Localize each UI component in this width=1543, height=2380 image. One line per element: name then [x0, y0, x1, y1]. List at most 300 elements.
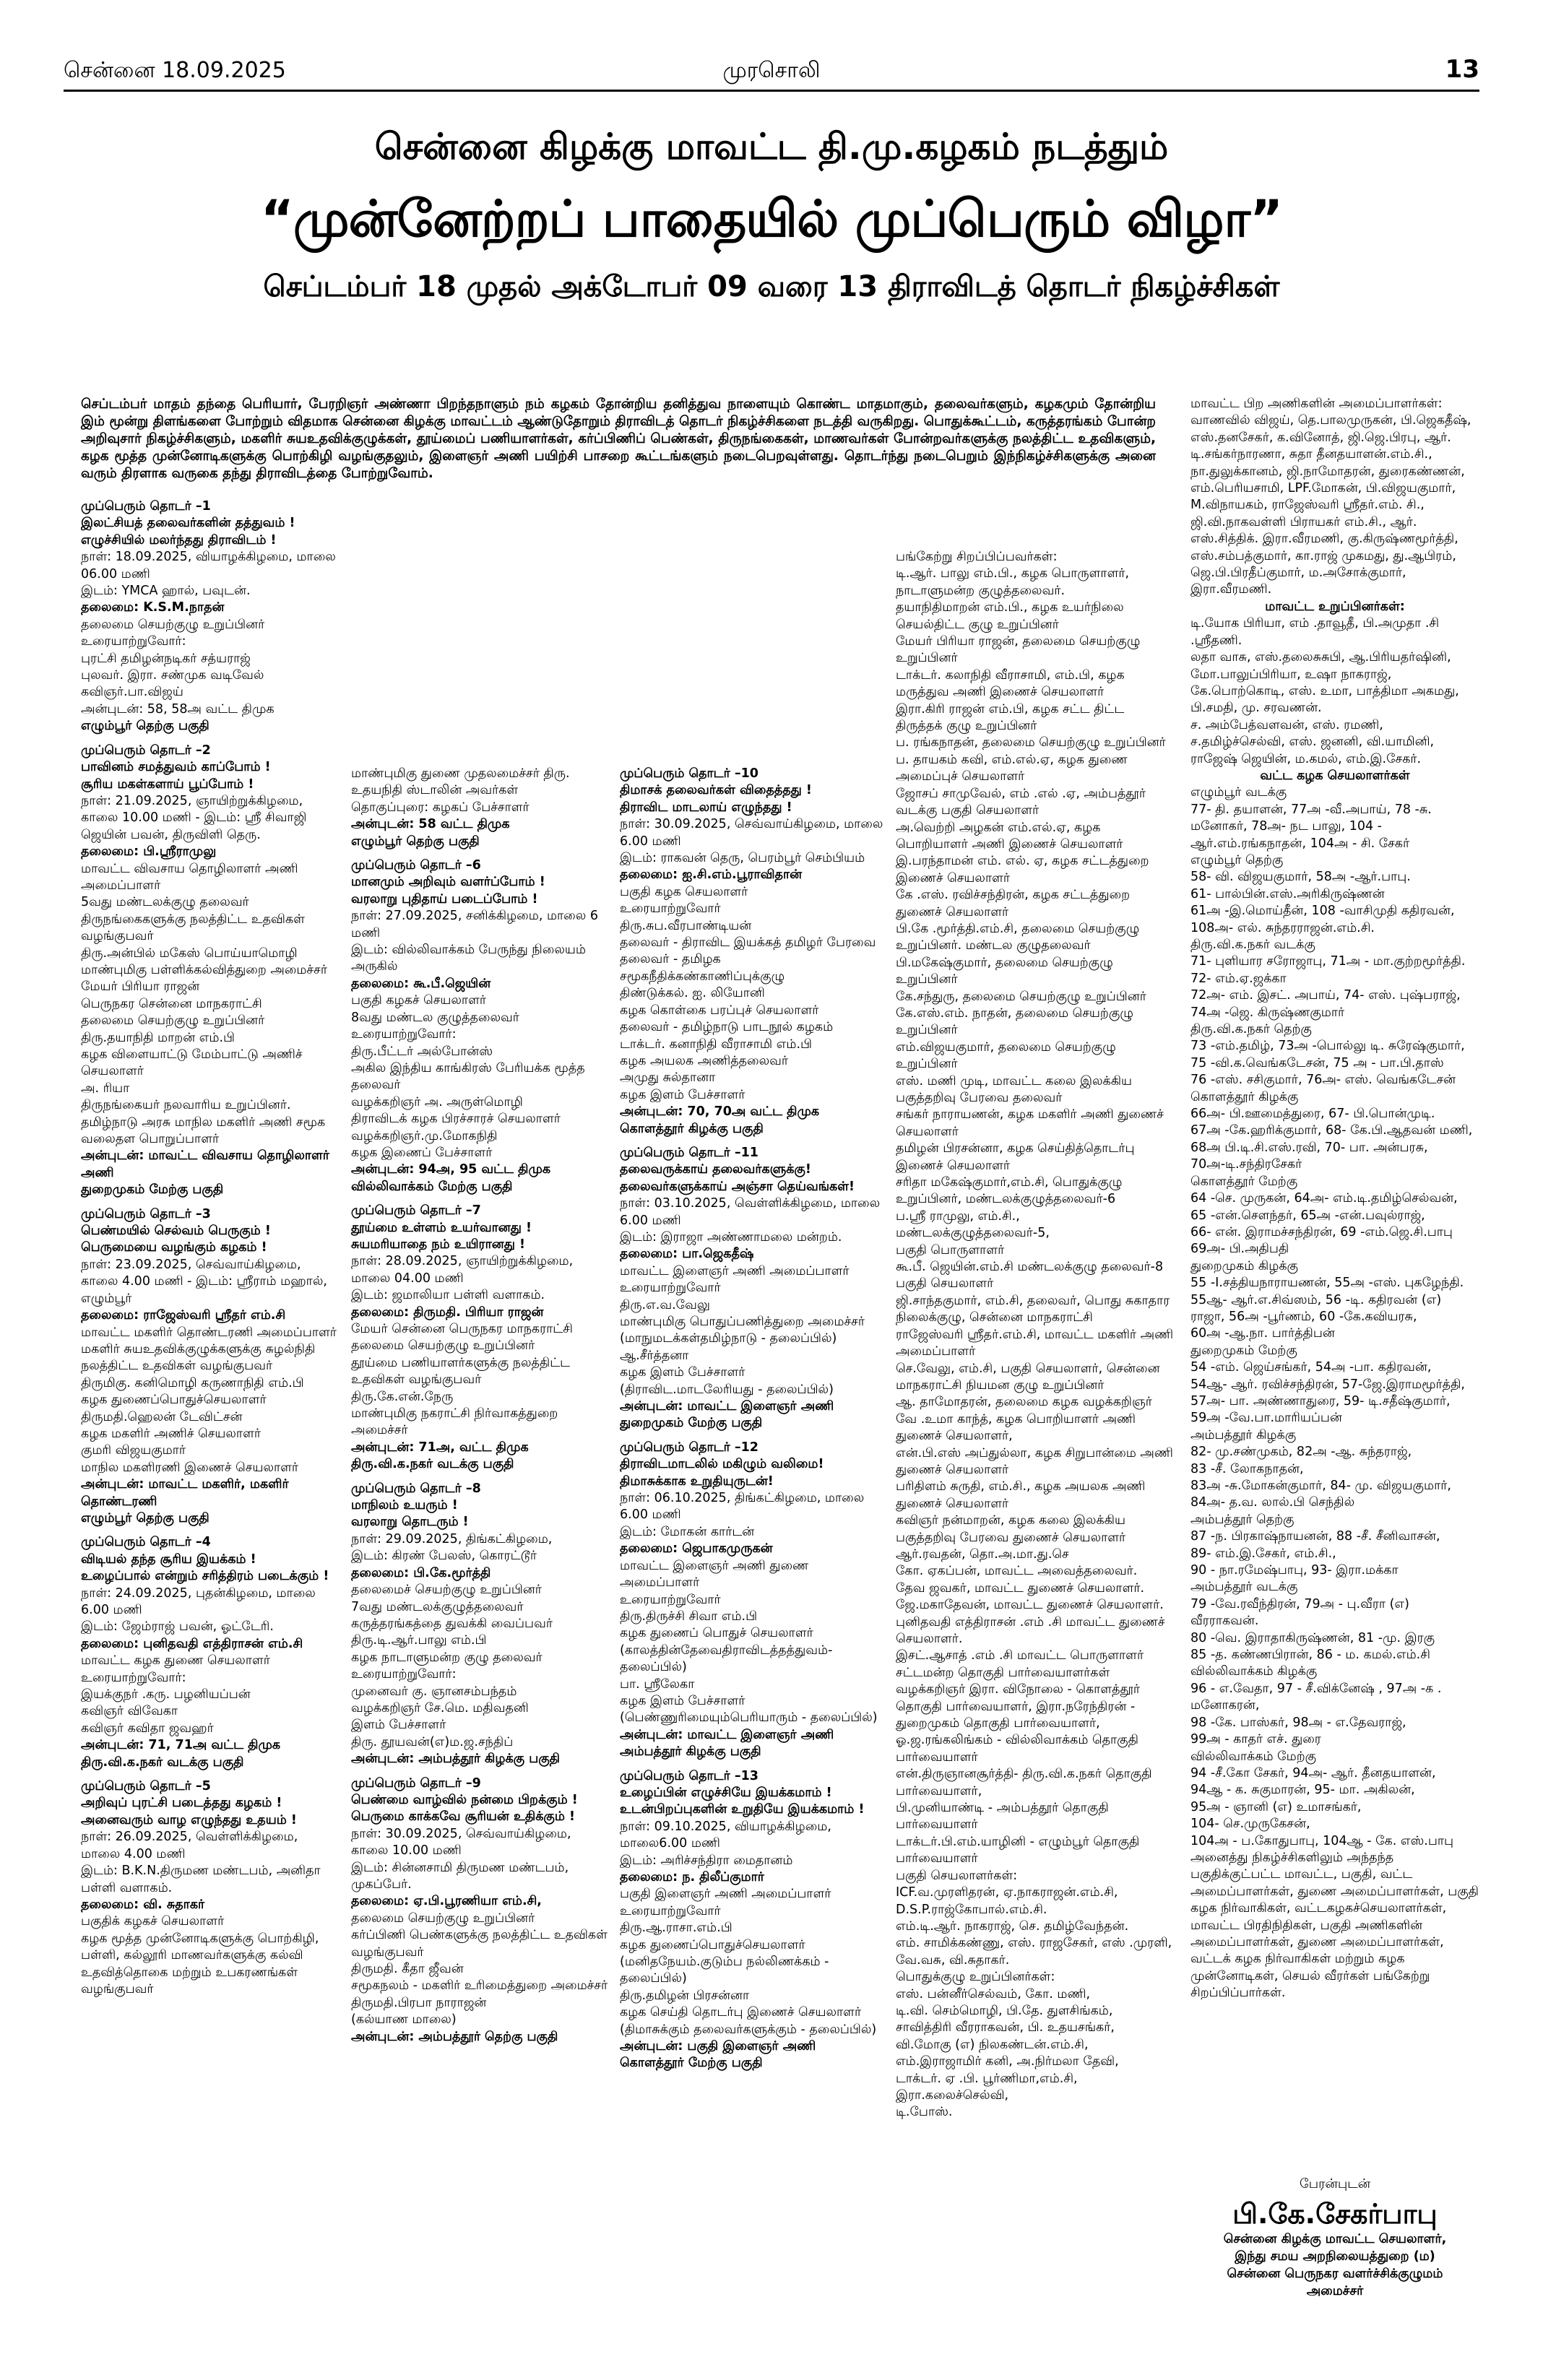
event-line: உரையாற்றுவோர்:	[351, 1027, 457, 1042]
headline-title: “முன்னேற்றப் பாதையில் முப்பெரும் விழா”	[260, 189, 1283, 248]
event-heading: அன்புடன்: மாவட்ட விவசாய தொழிலாளர் அணி	[81, 1148, 329, 1180]
event-line: நாள்: 18.09.2025, வியாழக்கிழமை, மாலை 06.00 மணி	[81, 550, 336, 581]
event-heading: அனைவரும் வாழ எழுந்தது உதயம் !	[81, 1812, 297, 1827]
event-line: புனிதவதி எத்திராசன் .எம் .சி மாவட்ட துணைச் செயலாளர்.	[896, 1614, 1165, 1646]
event-line: 71- புளியார சரோஜாபு, 71அ - மா.குற்றமூர்த்தி.	[1190, 954, 1466, 969]
event-line: மாவட்ட கழக துணை செயலாளர்	[81, 1653, 270, 1669]
event-heading: பாவினம் சமத்துவம் காப்போம் !	[81, 760, 271, 775]
event-line: 90 - நா.ரமேஷ்பாபு, 93- இரா.மக்கா	[1190, 1563, 1399, 1578]
event-line: அம்பத்தூர் கிழக்கு	[1190, 1427, 1297, 1442]
event-line: பகுதி இளைஞர் அணி அமைப்பாளர்	[620, 1887, 831, 1902]
event-line: இளம் பேச்சாளர்	[351, 1718, 446, 1733]
event-line: 87 -ந. பிரகாஷ்நாயனன், 88 -சீ. சீனிவாசன்,	[1190, 1529, 1440, 1544]
event-line: இடம்: மோகன் கார்டன்	[620, 1524, 755, 1539]
event-line: பா. ஸ்ரீலேகா	[620, 1676, 695, 1692]
event-line: கோ. ஏகப்பன், மாவட்ட அவைத்தலைவர்.	[896, 1564, 1138, 1579]
event-line: கழக மூத்த முன்னோடிகளுக்கு பொற்கிழி, பள்ளி, கல்லூரி மாணவர்களுக்கு கல்வி உதவித்தொகை மற்றும் உபகரணங்கள் வழங்குபவர்	[81, 1931, 319, 1996]
event-line: அம்பத்தூர் வடக்கு	[1190, 1580, 1298, 1595]
place-date: சென்னை 18.09.2025	[64, 58, 286, 83]
event-line: 77- தி. தயாளன், 77அ -வீ.அபாய், 78 -சு. மனோகர், 78அ- நட பாலு, 104 - ஆர்.எம்.ரங்கநாதன், 104அ - சி. சேகர்	[1190, 802, 1432, 851]
event-line: ஆ.சீர்த்தனா	[620, 1348, 689, 1363]
event-heading: வில்லிவாக்கம் மேற்கு பகுதி	[351, 1179, 513, 1194]
event-line: கழக துணைப்பொதுச்செயலாளர்	[620, 1937, 805, 1952]
event-heading: முப்பெரும் தொடர் –11	[620, 1145, 758, 1160]
event-line: நாள்: 26.09.2025, வெள்ளிக்கிழமை, மாலை 4.00 மணி	[81, 1830, 298, 1861]
event-line: சமூகநலம் - மகளிர் உரிமைத்துறை அமைச்சர்	[351, 1978, 608, 1994]
event-line: திரு.கே.என்.நேரு	[351, 1389, 454, 1404]
event-line: கழக இளம் பேச்சாளர்	[620, 1365, 745, 1380]
event-line: எம். சாமிக்கண்ணு, எஸ். ராஜசேகர், எஸ் .முரளி,	[896, 1936, 1172, 1951]
event-line: வழக்கறிஞர்.மு.மோகநிதி	[351, 1128, 498, 1143]
event-heading: திரு.வி.க.நகர் வடக்கு பகுதி	[351, 1457, 514, 1472]
event-line: துறைமுகம் கிழக்கு	[1190, 1258, 1298, 1273]
event-line: திருநங்கையர் நலவாரிய உறுப்பினர்.	[81, 1098, 291, 1113]
event-line: எம்.விஜயகுமார், தலைமை செயற்குழு உறுப்பினர்	[896, 1039, 1116, 1072]
event-line: 68அ பி.டி.சி.எஸ்.ரவி, 70- பா. அன்பரசு,	[1190, 1140, 1428, 1155]
event-line: ச. அம்பேத்வளவன், எஸ். ரமணி, ச.தமிழ்ச்செல்வி, எஸ். ஜனனி, வி.யாமினி, ராஜேஷ் ஜெயின், ம.கமல், எம்.இ.சேகர்.	[1190, 717, 1435, 766]
event-line: கழக இளம் பேச்சாளர்	[620, 1693, 745, 1708]
event-line: ப.ஸ்ரீ ராமுலு, எம்.சி., மண்டலக்குழுத்தலைவர்-5,	[896, 1208, 1050, 1241]
event-line: திரு.தயாநிதி மாறன் எம்.பி	[81, 1030, 235, 1045]
event-heading: தலைமை: ந. திலீப்குமார்	[620, 1870, 764, 1884]
headline-organizer: சென்னை கிழக்கு மாவட்ட தி.மு.கழகம் நடத்தும்	[374, 126, 1169, 168]
event-line: மாவட்ட மகளிர் தொண்டரணி அமைப்பாளர்	[81, 1325, 337, 1340]
event-line: இயக்குநர் .கரு. பழனியப்பன்	[81, 1687, 251, 1702]
event-line: கவிஞர் விவேகா	[81, 1704, 178, 1719]
event-line: டி.போஸ்.	[896, 2105, 953, 2120]
event-line: புரட்சி தமிழன்நடிகர் சத்யராஜ்	[81, 651, 251, 666]
event-line: அமுது சுல்தானா	[620, 1070, 716, 1086]
event-line: வழக்கறிஞர் அ. அருள்மொழி	[351, 1094, 523, 1109]
event-heading: முப்பெரும் தொடர் –6	[351, 858, 481, 873]
event-line: பகுதிக் கழகச் செயலாளர்	[81, 1914, 225, 1929]
event-line: நாள்: 24.09.2025, புதன்கிழமை, மாலை 6.00 மணி	[81, 1585, 316, 1617]
event-line: தயாநிதிமாறன் எம்.பி., கழக உயர்நிலை செயல்திட்ட குழு உறுப்பினர்	[896, 600, 1124, 632]
event-line: 94 -சீ.கோ சேகர், 94அ- ஆர். தீனதயாளன்,	[1190, 1765, 1436, 1780]
event-line: திரு.வி.க.நகர் தெற்கு	[1190, 1022, 1312, 1037]
event-line: உரையாற்றுவோர்	[620, 901, 721, 917]
event-line: வில்லிவாக்கம் கிழக்கு	[1190, 1664, 1318, 1679]
event-line: மாண்புமிகு பள்ளிக்கல்வித்துறை அமைச்சர்	[81, 962, 327, 977]
event-heading: சூரிய மகள்களாய் பூப்போம் !	[81, 776, 254, 792]
event-heading: மாவட்ட உறுப்பினர்கள்:	[1265, 599, 1405, 614]
event-line: கவிஞர்.பா.விஜய்	[81, 685, 183, 700]
event-line: இடம்: ஜமாலியா பள்ளி வளாகம்.	[351, 1288, 545, 1303]
signatory-title-1: சென்னை கிழக்கு மாவட்ட செயலாளர்,	[1223, 2232, 1447, 2246]
event-heading: வரலாறு தொடரும் !	[351, 1515, 469, 1530]
event-line: ஜி.சாந்தகுமார், எம்.சி, தலைவர், பொது சுகாதார நிலைக்குழு, சென்னை மாநகராட்சி	[896, 1293, 1170, 1325]
event-line: பி.மகேஷ்குமார், தலைமை செயற்குழு உறுப்பினர்	[896, 955, 1113, 987]
event-line: ஜே.மகாதேவன், மாவட்ட துணைச் செயலாளர்.	[896, 1598, 1164, 1613]
column-participants	[896, 549, 1175, 2376]
event-line: மாண்புமிகு துணை முதலமைச்சர் திரு. உதயநிதி ஸ்டாலின் அவர்கள்	[351, 766, 570, 798]
event-line: இடம்: ஜேம்ராஜ் பவன், ஓட்டேரி.	[81, 1619, 274, 1635]
event-line: கருத்தரங்கத்தை துவக்கி வைப்பவர்	[351, 1616, 553, 1631]
event-heading: பெருமையை வழங்கும் கழகம் !	[81, 1240, 267, 1255]
event-line: 55 -I.சத்தியநாராயணன், 55அ -எஸ். புகழேந்தி.	[1190, 1276, 1464, 1291]
event-heading: அன்புடன்: மாவட்ட இளைஞர் அணி	[620, 1399, 834, 1414]
event-line: (கல்யாண மாலை)	[351, 2012, 457, 2028]
event-line: மாவட்ட இளைஞர் அணி அமைப்பாளர்	[620, 1263, 850, 1278]
event-heading: திமாசக் தலைவர்கள் விதைத்தது !	[620, 783, 812, 798]
event-heading: அன்புடன்: மாவட்ட மகளிர், மகளிர் தொண்டரணி	[81, 1477, 289, 1509]
event-heading: வட்ட கழக செயலாளர்கள்	[1260, 768, 1410, 783]
signature-block	[1190, 2176, 1479, 2300]
event-heading: சுயமரியாதை நம் உயிரானது !	[351, 1237, 525, 1252]
event-line: 75 -வி.க.வெங்கடேசன், 75 அ - பா.பி.தாஸ்	[1190, 1055, 1444, 1070]
event-line: நாள்: 28.09.2025, ஞாயிற்றுக்கிழமை, மாலை 04.00 மணி	[351, 1254, 574, 1286]
event-line: கழக அயலக அணித்தலைவர்	[620, 1053, 789, 1068]
event-heading: துறைமுகம் மேற்கு பகுதி	[620, 1416, 763, 1431]
event-line: இசட்.ஆசாத் .எம் .சி மாவட்ட பொருளாளர்	[896, 1648, 1144, 1663]
event-line: இரா.கிரி ராஜன் எம்.பி, கழக சட்ட திட்ட திருத்தக் குழு உறுப்பினர்	[896, 701, 1125, 734]
event-line: கழக விளையாட்டு மேம்பாட்டு அணிச் செயலாளர்	[81, 1047, 303, 1079]
event-line: மேயர் பிரியா ராஜன்	[81, 979, 200, 995]
event-line: 59அ -வே.பா.மாரியப்பன்	[1190, 1411, 1342, 1426]
event-line: மாவட்ட விவசாய தொழிலாளர் அணி அமைப்பாளர்	[81, 861, 298, 893]
event-line: கழக நாடாளுமன்ற குழு தலைவர்	[351, 1650, 543, 1665]
event-heading: தலைமை: ஜெபாகமுருகன்	[620, 1541, 773, 1557]
event-line: திராவிடக் கழக பிரச்சாரச் செயலாளர்	[351, 1112, 561, 1127]
event-line: 58- வி. விஜயகுமார், 58அ -ஆர்.பாபு.	[1190, 870, 1411, 885]
spacer	[81, 1527, 340, 1534]
event-line: அன்புடன்: 58, 58அ வட்ட திமுக	[81, 701, 275, 717]
event-heading: விடியல் தந்த சூரிய இயக்கம் !	[81, 1552, 256, 1567]
event-line: டி.ஆர். பாலு எம்.பி., கழக பொருளாளர், நாடாளுமன்ற குழுத்தலைவர்.	[896, 566, 1130, 598]
event-line: (மாநுமடக்கள்தமிழ்நாடு - தலைப்பில்)	[620, 1331, 837, 1346]
event-heading: தலைவர்களுக்காய் அஞ்சா தெய்வங்கள்!	[620, 1179, 855, 1194]
event-line: வி.மோகு (எ) நிலகண்டன்.எம்.சி,	[896, 2037, 1089, 2052]
event-line: 61- பால்பின்.எஸ்.அரிகிருஷ்ணன்	[1190, 886, 1385, 901]
event-line: கூ.பீ. ஜெயின்.எம்.சி மண்டலக்குழு தலைவர்-8	[896, 1260, 1164, 1275]
event-line: தலைவர் - திராவிட இயக்கத் தமிழர் பேரவை	[620, 935, 876, 951]
event-heading: தூய்மை உள்ளம் உயர்வானது !	[351, 1220, 532, 1235]
event-line: செ.வேலு, எம்.சி, பகுதி செயலாளர், சென்னை மாநகராட்சி நியமன குழு உறுப்பினர்	[896, 1361, 1160, 1393]
event-line: இடம்: B.K.N.திருமண மண்டபம், அனிதா பள்ளி வளாகம்.	[81, 1864, 321, 1895]
spacer	[351, 850, 608, 857]
event-line: அ.வெற்றி அழகன் எம்.எல்.ஏ, கழக பொறியாளர் அணி இணைச் செயலாளர்	[896, 820, 1123, 852]
event-line: ஆர்.ரவதன், தொ.அ.மா.து.செ	[896, 1546, 1069, 1562]
event-heading: உடன்பிறப்புகளின் உறுதியே இயக்கமாம் !	[620, 1802, 865, 1817]
spacer	[351, 1474, 608, 1481]
event-line: வே.வசு, வி.சுதாகர்.	[896, 1952, 1010, 1968]
event-line: 98 -கே. பாஸ்கர், 98அ - எ.தேவராஜ்,	[1190, 1715, 1406, 1730]
event-line: 83 -சீ. லோகநாதன்,	[1190, 1461, 1304, 1476]
event-line: தலைமை செயற்குழு உறுப்பினர்	[81, 617, 265, 632]
event-heading: முப்பெரும் தொடர் –9	[351, 1775, 481, 1791]
event-heading: தலைமை: ஐ.சி.எம்.பூராவிதான்	[620, 867, 803, 883]
event-heading: முப்பெரும் தொடர் –12	[620, 1440, 758, 1455]
event-line: (மனிதநேயம்.குடும்ப நல்லிணக்கம் - தலைப்பில்)	[620, 1955, 829, 1986]
spacer	[620, 1761, 884, 1768]
newspaper-name: முரசொலி	[722, 58, 821, 83]
event-heading: அன்புடன்: அம்பத்தூர் கிழக்கு பகுதி	[351, 1752, 561, 1767]
event-heading: எழும்பூர் தெற்கு பகுதி	[351, 834, 480, 849]
spacer	[351, 1768, 608, 1775]
signatory-title-4: அமைச்சர்	[1306, 2284, 1364, 2298]
signatory-name: பி.கே.சேகர்பாபு	[1232, 2198, 1438, 2230]
event-heading: எழுச்சியில் மலர்ந்தது திராவிடம் !	[81, 532, 277, 548]
event-line: 8வது மண்டல குழுத்தலைவர்	[351, 1010, 519, 1025]
event-line: பகுதி கழகச் செயலாளர்	[351, 993, 487, 1008]
event-line: வழக்கறிஞர் சே.மெ. மதிவதனி	[351, 1700, 529, 1715]
event-line: இடம்: அரிச்சந்திரா மைதானம்	[620, 1853, 793, 1868]
event-heading: கொளத்தூர் மேற்கு பகுதி	[620, 2056, 763, 2071]
event-line: தலைமைச் செயற்குழு உறுப்பினர்	[351, 1583, 542, 1598]
event-line: இடம்: கிரண் பேலஸ், கொரட்டூர்	[351, 1549, 537, 1564]
event-line: நாள்: 30.09.2025, செவ்வாய்கிழமை, மாலை 6.00 மணி	[620, 817, 883, 849]
event-heading: அறிவுப் புரட்சி படைத்தது கழகம் !	[81, 1796, 282, 1811]
event-line: ஆ. தாமோதரன், தலைமை கழக வழக்கறிஞர்	[896, 1395, 1152, 1410]
event-heading: தலைமை: கூ.பீ.ஜெயின்	[351, 976, 491, 991]
event-line: சாவித்திரி வீரராகவன், பி. உதயசங்கர்,	[896, 2020, 1115, 2035]
event-line: அ. ரியா	[81, 1081, 130, 1096]
event-line: எழும்பூர் தெற்கு	[1190, 852, 1284, 867]
event-heading: முப்பெரும் தொடர் –5	[81, 1779, 211, 1794]
event-line: நாள்: 23.09.2025, செவ்வாய்கிழமை, காலை 4.00 மணி - இடம்: ஸ்ரீராம் மஹால், எழும்பூர்	[81, 1257, 327, 1306]
event-line: திரு.தமிழன் பிரசன்னா	[620, 1988, 750, 2003]
event-line: நாள்: 21.09.2025, ஞாயிற்றுக்கிழமை, காலை 10.00 மணி - இடம்: ஸ்ரீ சிவாஜி ஜெயின் பவன், திருவிளி தெரு.	[81, 793, 307, 842]
event-line: (பெண்ணுரிமையும்பெரியாரும் - தலைப்பில்)	[620, 1710, 878, 1726]
event-line: 60அ -ஆ.நா. பார்த்திபன்	[1190, 1326, 1335, 1341]
event-line: வில்லிவாக்கம் மேற்கு	[1190, 1749, 1317, 1764]
event-line: 57அ- பா. அண்ணாதுரை, 59- டி.சதீஷ்குமார்,	[1190, 1393, 1451, 1408]
event-heading: தலைமை: திருமதி. பிரியா ராஜன்	[351, 1304, 544, 1320]
signatory-title-2: இந்து சமய அறநிலையத்துறை (ம)	[1235, 2249, 1435, 2264]
event-line: தொகுப்புரை: கழகப் பேச்சாளர்	[351, 800, 530, 815]
column-events-10-13	[620, 766, 884, 2376]
event-line: மாநில மகளிரணி இணைச் செயலாளர்	[81, 1460, 299, 1475]
event-line: கழக துணைப் பொதுச் செயலாளர்	[620, 1626, 813, 1641]
event-heading: எழும்பூர் தெற்கு பகுதி	[81, 719, 209, 734]
event-line: 80 -வெ. இராதாகிருஷ்ணன், 81 -மு. இரகு	[1190, 1630, 1435, 1645]
event-heading: முப்பெரும் தொடர் –7	[351, 1203, 481, 1219]
event-heading: தலைமை: பி.ஸ்ரீராமுலு	[81, 844, 217, 860]
event-line: டி.யோக பிரியா, எம் .தாவூதீ, பி.அமுதா .சி .ஸ்ரீதணி.	[1190, 616, 1440, 648]
event-heading: அன்புடன்: 71, 71அ வட்ட திமுக	[81, 1738, 281, 1753]
event-line: முனைவர் கு. ஞானசம்பந்தம்	[351, 1684, 517, 1699]
event-heading: முப்பெரும் தொடர் –3	[81, 1206, 211, 1221]
event-line: வாணவில் விஜய், தெ.பாலமுருகன், பி.ஜெகதீஷ், எஸ்.தனசேகர், க.வினோத், ஜி.ஜெ.பிரபு, ஆர். டி.சங்கர்நாரணா, சுதா தீனதயாளன்.எம்.சி., நா.துலுக்கானம், ஜி.நாமோதரன், துரைகண்ணன், எம்.பெரியசாமி, LPF.மோகன், பி.விஜயகுமார், M.விநாயகம், ராஜேஸ்வரி ஸ்ரீதர்.எம். சி., ஜி.வி.நாகவள்ளி பிராயகர் எம்.சி., ஆர். எஸ்.சித்திக். இரா.வீரமணி, கு.கிருஷ்ணமூர்த்தி, எஸ்.சம்பத்குமார், கா.ராஜ் முகமது, து.ஆபிரம், ஜெ.பி.பிரதீப்குமார், ம.அசோக்குமார், இரா.வீரமணி.	[1190, 413, 1471, 597]
event-heading: திமாசுக்காக உறுதியுருடன்!	[620, 1474, 774, 1489]
event-line: தமிழ்நாடு அரசு மாநில மகளிர் அணி சமூக வலைதள பொறுப்பாளர்	[81, 1115, 326, 1147]
event-line: 7வது மண்டலக்குழுத்தலைவர்	[351, 1599, 524, 1614]
event-line: வே .உமா காந்த், கழக பொறியாளர் அணி துணைச் செயலாளர்,	[896, 1411, 1136, 1444]
event-line: எம்.இராஜாமிர் கனி, அ.நிர்மலா தேவி,	[896, 2054, 1119, 2069]
event-heading: மாநிலம் உயரும் !	[351, 1498, 458, 1513]
event-heading: அன்புடன்: 94அ, 95 வட்ட திமுக	[351, 1162, 551, 1177]
event-line: 65 -என்.சௌந்தர், 65அ -என்.பவுல்ராஜ்,	[1190, 1208, 1425, 1223]
event-heading: அன்புடன்: அம்பத்தூர் தெற்கு பகுதி	[351, 2029, 558, 2044]
event-line: கொளத்தூர் மேற்கு	[1190, 1174, 1298, 1189]
event-line: (காலத்தின்தேவைதிராவிடத்தத்துவம்- தலைப்பில்)	[620, 1643, 833, 1675]
event-line: திரு.ஆ.ராசா.எம்.பி	[620, 1921, 732, 1936]
event-line: மகளிர் சுயஉதவிக்குழுக்களுக்கு சுழல்நிதி நலத்திட்ட உதவிகள் வழங்குபவர்	[81, 1341, 316, 1374]
event-line: திரு.வி.க.நகர் வடக்கு	[1190, 938, 1315, 952]
event-line: திருமதி.ஹெலன் டேவிட்சன்	[81, 1409, 243, 1424]
event-line: திரு.டி.ஆர்.பாலு எம்.பி	[351, 1633, 487, 1648]
event-line: திரு. தூயவன்(எ)ம.ஜ.சந்திப்	[351, 1734, 514, 1749]
event-line: திருமதி. கீதா ஜீவன்	[351, 1962, 464, 1977]
header-rule	[64, 90, 1479, 92]
event-line: நாள்: 09.10.2025, வியாழக்கிழமை, மாலை6.00 மணி	[620, 1819, 831, 1851]
event-line: ப. தாயகம் கவி, எம்.எல்.ஏ, கழக துணை அமைப்புச் செயலாளர்	[896, 752, 1128, 784]
event-heading: உழைப்பால் என்றும் சரித்திரம் படைக்கும் !	[81, 1569, 329, 1584]
event-line: 55ஆ- ஆர்.எ.சிவ்ஸம், 56 -டி. கதிரவன் (எ) ராஜா, 56அ -பூர்ணம், 60 -கே.கவியரசு,	[1190, 1292, 1442, 1324]
event-heading: தலைமை: ஏ.பி.பூரணியா எம்.சி,	[351, 1894, 542, 1909]
event-line: எஸ். மணி முடி, மாவட்ட கலை இலக்கிய பகுத்தறிவு பேரவை தலைவர்	[896, 1073, 1133, 1105]
event-line: பெருநகர சென்னை மாநகராட்சி	[81, 996, 262, 1011]
event-heading: பெண்மயில் செல்வம் பெருகும் !	[81, 1224, 271, 1239]
page-number: 13	[1445, 55, 1479, 84]
event-line: இடம்: YMCA ஹால், பவுடன்.	[81, 584, 251, 599]
event-heading: தலைமை: பா.ஜெகதீஷ்	[620, 1247, 754, 1262]
event-heading: திரு.வி.க.நகர் வடக்கு பகுதி	[81, 1754, 244, 1770]
event-line: 99அ - காதர் எச். துரை	[1190, 1732, 1321, 1747]
event-line: உரையாற்றுவோர்	[620, 1281, 721, 1296]
intro-paragraph: செப்டம்பர் மாதம் தந்தை பெரியார், பேரறிஞர் அண்ணா பிறந்தநாளும் நம் கழகம் தோன்றிய தனித்துவ நாளையும் கொண்ட மாதமாகும், தலைவர்களும், கழகமும் தோன்றிய இம் மூன்று திளங்களை போற்றும் விதமாக சென்னை கிழக்கு மாவட்டம் ஆண்டுதோறும் திராவிடத் தொடர் நிகழ்ச்சிகளை நடத்தி வருகிறது. பொதுக்கூட்டம், கருத்தரங்கம் போன்ற அறிவுசார் நிகழ்ச்சிகளும், மகளிர் சுயஉதவிக்குழுக்கள், தூய்மைப் பணியாளர்கள், கர்ப்பிணிப் பெண்கள், திருநங்கைகள், மாணவர்கள் போன்றவர்களுக்கு நலத்திட்ட உதவிகளும், கழக மூத்த முன்னோடிகளுக்கு பொற்கிழி வழங்குதலும், இளைஞர் அணி பயிற்சி பாசறை கூட்டங்களும் நடைபெறவுள்ளது. தொடர்ந்து நடைபெறும் இந்நிகழ்ச்சிகளுக்கு அனை வரும் திரளாக வருகை தந்து திராவிடத்தை போற்றுவோம்.	[81, 397, 1156, 481]
event-heading: அன்புடன்: மாவட்ட இளைஞர் அணி	[620, 1727, 834, 1742]
column-events-1-5	[81, 498, 340, 2376]
event-heading: அன்புடன்: 70, 70அ வட்ட திமுக	[620, 1104, 820, 1120]
event-line: திருநங்கைகளுக்கு நலத்திட்ட உதவிகள் வழங்குபவர்	[81, 912, 305, 944]
event-line: பகுதி செயலாளர்கள்:	[896, 1868, 1018, 1883]
event-line: 70அ-டி.சந்திரசேகர்	[1190, 1157, 1302, 1172]
column-events-6-9	[351, 766, 608, 2376]
event-line: கே.சந்துரு, தலைமை செயற்குழு உறுப்பினர்	[896, 989, 1146, 1004]
event-line: (திராவிட.மாடலேரியது - தலைப்பில்)	[620, 1382, 834, 1397]
event-line: இடம்: ராகவன் தெரு, பெரம்பூர் செம்பியம்	[620, 851, 865, 866]
spacer	[81, 1771, 340, 1778]
event-line: அனைத்து நிகழ்ச்சிகளிலும் அந்தந்த பகுதிக்குட்பட்ட மாவட்ட, பகுதி, வட்ட அமைப்பாளர்கள், துணை அமைப்பாளர்கள், பகுதி கழக நிர்வாகிகள், வட்டகழகச்செயலாளர்கள், மாவட்ட பிரதிநிதிகள், பகுதி அணிகளின் அமைப்பாளர்கள், துணை அமைப்பாளர்கள், வட்டக் கழக நிர்வாகிகள் மற்றும் கழக முன்னோடிகள், செயல் வீரர்கள் பங்கேற்று சிறப்பிப்பார்கள்.	[1190, 1850, 1479, 2001]
event-heading: இலட்சியத் தலைவர்களின் தத்துவம் !	[81, 516, 295, 531]
event-line: திண்டுக்கல். ஐ. லியோனி	[620, 986, 765, 1001]
event-line: பொதுக்குழு உறுப்பினர்கள்:	[896, 1970, 1055, 1985]
event-heading: முப்பெரும் தொடர் –13	[620, 1768, 758, 1783]
event-line: தலைமை செயற்குழு உறுப்பினர்	[81, 1013, 265, 1029]
event-line: (திமாசுக்கும் தலைவர்களுக்கும் - தலைப்பில்)	[620, 2022, 877, 2037]
event-line: உரையாற்றுவோர்:	[81, 1670, 186, 1685]
event-line: 104அ - ப.கோதுபாபு, 104ஆ - கே. எஸ்.பாபு	[1190, 1833, 1454, 1848]
event-line: அம்பத்தூர் தெற்கு	[1190, 1512, 1295, 1527]
event-line: டாக்டர். கனாநிதி வீராசாமி எம்.பி	[620, 1037, 812, 1052]
event-heading: முப்பெரும் தொடர் –2	[81, 743, 211, 758]
event-line: 72அ- எம். இசட். அபாய், 74- எஸ். புஷ்பராஜ்,	[1190, 988, 1461, 1003]
event-line: பி.முனியாண்டி - அம்பத்தூர் தொகுதி பார்வையாளர்	[896, 1801, 1109, 1832]
event-line: கழக இணைப் பேச்சாளர்	[351, 1145, 493, 1160]
event-line: டாக்டர். கலாநிதி வீராசாமி, எம்.பி, கழக மருத்துவ அணி இணைச் செயலாளர்	[896, 667, 1125, 700]
event-heading: தலைமை: ராஜேஸ்வரி ஸ்ரீதர் எம்.சி	[81, 1308, 286, 1323]
spacer	[81, 735, 340, 743]
event-line: என்.திருஞானசூர்த்தி- திரு.வி.க.நகர் தொகுதி பார்வையாளர்,	[896, 1767, 1152, 1799]
event-heading: தலைமை: K.S.M.நாதன்	[81, 600, 225, 615]
event-line: நாள்: 27.09.2025, சனிக்கிழமை, மாலை 6 மணி	[351, 909, 598, 940]
spacer	[620, 1432, 884, 1440]
event-line: துறைமுகம் மேற்கு	[1190, 1343, 1297, 1358]
spacer	[620, 1138, 884, 1145]
event-line: கவிஞர் கவிதா ஜவஹர்	[81, 1721, 214, 1736]
event-line: 96 - எ.வேதா, 97 - சீ.விக்னேஷ் , 97அ -க . மனோகரன்,	[1190, 1681, 1442, 1713]
event-line: கவிஞர் நன்மாறன், கழக கலை இலக்கிய பகுத்தறிவு பேரவை துணைச் செயலாளர்	[896, 1513, 1126, 1545]
page-header	[64, 55, 1479, 84]
signatory-title-3: சென்னை பெருநகர வளர்ச்சிக்குழுமம்	[1227, 2267, 1443, 2281]
event-line: 104- செ.முருகேசன்,	[1190, 1817, 1310, 1832]
event-line: தலைமை செயற்குழு உறுப்பினர்	[351, 1911, 535, 1926]
event-line: டாக்டர்.பி.எம்.யாழினி - எழும்பூர் தொகுதி பார்வையாளர்	[896, 1834, 1140, 1866]
event-heading: முப்பெரும் தொடர் –8	[351, 1481, 481, 1496]
event-line: மாண்புமிகு பொதுப்பணித்துறை அமைச்சர்	[620, 1315, 865, 1329]
event-line: கே .எஸ். ரவிச்சந்திரன், கழக சட்டத்துறை துணைச் செயலாளர்	[896, 888, 1130, 919]
event-line: திருமிகு. கனிமொழி கருணாநிதி எம்.பி	[81, 1375, 304, 1390]
event-line: புலவர். இரா. சண்முக வடிவேல்	[81, 668, 264, 683]
spacer	[81, 1199, 340, 1206]
event-line: 5வது மண்டலக்குழு தலைவர்	[81, 895, 249, 910]
event-line: இடம்: சின்னசாமி திருமண மண்டபம், முகப்பேர்.	[351, 1860, 569, 1892]
event-line: கழக கொள்கை பரப்புச் செயலாளர்	[620, 1003, 819, 1018]
event-line: 89- எம்.இ.சேகர், எம்.சி.,	[1190, 1546, 1336, 1561]
event-line: ஜோசப் சாமுவேல், எம் .எல் .ஏ, அம்பத்தூர் வடக்கு பகுதி செயலாளர்	[896, 786, 1146, 818]
event-line: மாண்புமிகு நகராட்சி நிர்வாகத்துறை அமைச்சர்	[351, 1406, 558, 1438]
event-line: 54 -எம். ஜெய்சங்கர், 54அ -பா. கதிரவன்,	[1190, 1360, 1432, 1375]
event-line: மாவட்ட இளைஞர் அணி துணை அமைப்பாளர்	[620, 1558, 809, 1591]
event-line: திரு.எ.வ.வேலு	[620, 1297, 710, 1312]
event-line: கழக துணைப்பொதுச்செயலாளர்	[81, 1393, 267, 1408]
event-heading: தலைமை: பி.கே.மூர்த்தி	[351, 1565, 491, 1580]
event-line: 69அ- பி.அதிபதி	[1190, 1242, 1289, 1257]
event-line: தலைமை செயற்குழு உறுப்பினர்	[351, 1338, 535, 1354]
event-line: மேயர் சென்னை பெருநகர மாநகராட்சி	[351, 1322, 573, 1336]
event-line: கொளத்தூர் கிழக்கு	[1190, 1089, 1299, 1104]
event-line: இடம்: வில்லிவாக்கம் பேருந்து நிலையம் அருகில்	[351, 943, 586, 974]
event-line: 82- மு.சண்முகம், 82அ -ஆ. சுந்தராஜ்,	[1190, 1445, 1412, 1460]
event-line: 84அ- த.வ. லால்.பி செந்தில்	[1190, 1495, 1355, 1510]
event-line: உரையாற்றுவோர்	[620, 1592, 721, 1607]
event-line: டாக்டர். ஏ .பி. பூர்ணிமா,எம்.சி, இரா.கலைச்செல்வி,	[896, 2071, 1078, 2103]
event-line: 76 -எஸ். சசிகுமார், 76அ- எஸ். வெங்கடேசன்	[1190, 1073, 1456, 1088]
event-line: மேயர் பிரியா ராஜன், தலைமை செயற்குழு உறுப்பினர்	[896, 634, 1141, 666]
event-line: தலைவர் - தமிழ்நாடு பாடநூல் கழகம்	[620, 1020, 834, 1035]
event-line: திருமதி.பிரபா நாராஜன்	[351, 1995, 487, 2010]
signature-prefix: பேரன்புடன்	[1299, 2176, 1371, 2191]
event-heading: திராவிடமாடலில் மகிழும் வலிமை!	[620, 1457, 824, 1472]
event-line: லதா வாசு, எஸ்.தலைசுசுபி, ஆ.பிரியதர்ஷினி, மோ.பாலுப்பிரியா, உஷா நாகராஜ், கே.பொற்கொடி, எஸ். உமா, பாத்திமா அகமது, பி.சமதி, மு. சரவணன்.	[1190, 650, 1459, 716]
event-line: 73 -எம்.தமிழ், 73அ -பொல்லு டி. சுரேஷ்குமார்,	[1190, 1039, 1465, 1054]
event-line: 83அ -சு.மோகன்குமார், 84- மு. விஜயகுமார்,	[1190, 1479, 1451, 1493]
event-line: நாள்: 29.09.2025, திங்கட்கிழமை,	[351, 1531, 553, 1546]
event-line: எஸ். பன்னீர்செல்வம், கோ. மணி,	[896, 1986, 1091, 2002]
event-line: எம்.டி.ஆர். நாகராஜ், செ. தமிழ்வேந்தன்.	[896, 1918, 1129, 1934]
event-line: கழக மகளிர் அணிச் செயலாளர்	[81, 1426, 262, 1441]
event-line: நாள்: 30.09.2025, செவ்வாய்கிழமை, காலை 10.00 மணி	[351, 1826, 571, 1858]
event-heading: மானமும் அறிவும் வளர்ப்போம் !	[351, 875, 545, 890]
event-line: 95அ - ஞானி (எ) உமாசங்கர்,	[1190, 1799, 1362, 1814]
event-line: வழக்கறிஞர் இரா. விநோலை - கொளத்தூர் தொகுதி பார்வையாளர், இரா.நரேந்திரன் - துறைமுகம் தொகுதி பார்வையாளர், ஓ.ஜ.ரங்கலிங்கம் - வில்லிவாக்கம் தொகுதி பார்வையாளர்	[896, 1682, 1141, 1765]
event-line: பகுதி பொருளாளர்	[896, 1242, 1005, 1258]
event-line: கே.எஸ்.எம். நாதன், தலைமை செயற்குழு உறுப்பினர்	[896, 1005, 1133, 1038]
event-heading: முப்பெரும் தொடர் –4	[81, 1535, 211, 1550]
event-line: டி.வி. செம்மொழி, பி.தே. துளசிங்கம்,	[896, 2003, 1113, 2018]
event-line: சரிதா மகேஷ்குமார்,எம்.சி, பொதுக்குழு உறுப்பினர், மண்டலக்குழுத்தலைவர்-6	[896, 1175, 1123, 1207]
event-heading: முப்பெரும் தொடர் –10	[620, 766, 758, 781]
event-line: பரிதிளம் சுருதி, எம்.சி., கழக அயலக அணி துணைச் செயலாளர்	[896, 1479, 1146, 1511]
event-heading: அன்புடன்: 71அ, வட்ட திமுக	[351, 1440, 529, 1455]
event-line: சங்கர் நாராயணன், கழக மகளிர் அணி துணைச் செயலாளர்	[896, 1107, 1164, 1139]
event-line: ICF.வ.முரளிதரன், ஏ.நாகராஜன்.எம்.சி, D.S.P.ராஜ்கோபால்.எம்.சி.	[896, 1885, 1118, 1917]
event-line: உரையாற்றுவோர்:	[81, 634, 186, 649]
event-line: ராஜேஸ்வரி ஸ்ரீதர்.எம்.சி, மாவட்ட மகளிர் அணி அமைப்பாளர்	[896, 1327, 1174, 1359]
event-heading: உழைப்பின் எழுச்சியே இயக்கமாம் !	[620, 1785, 832, 1800]
event-line: இ.பரந்தாமன் எம். எல். ஏ, கழக சட்டத்துறை இணைச் செயலாளர்	[896, 854, 1149, 886]
